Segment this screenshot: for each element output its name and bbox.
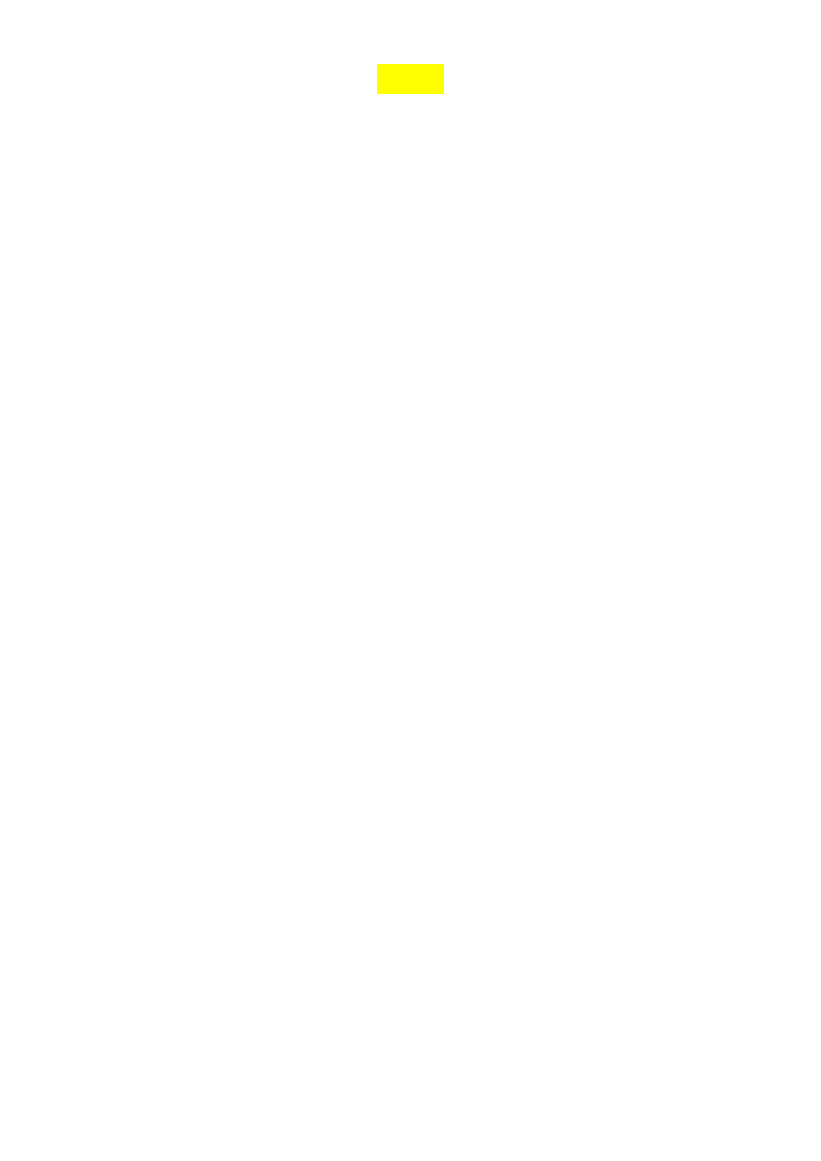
watermark xyxy=(196,246,804,854)
worksheet-title xyxy=(377,64,444,94)
